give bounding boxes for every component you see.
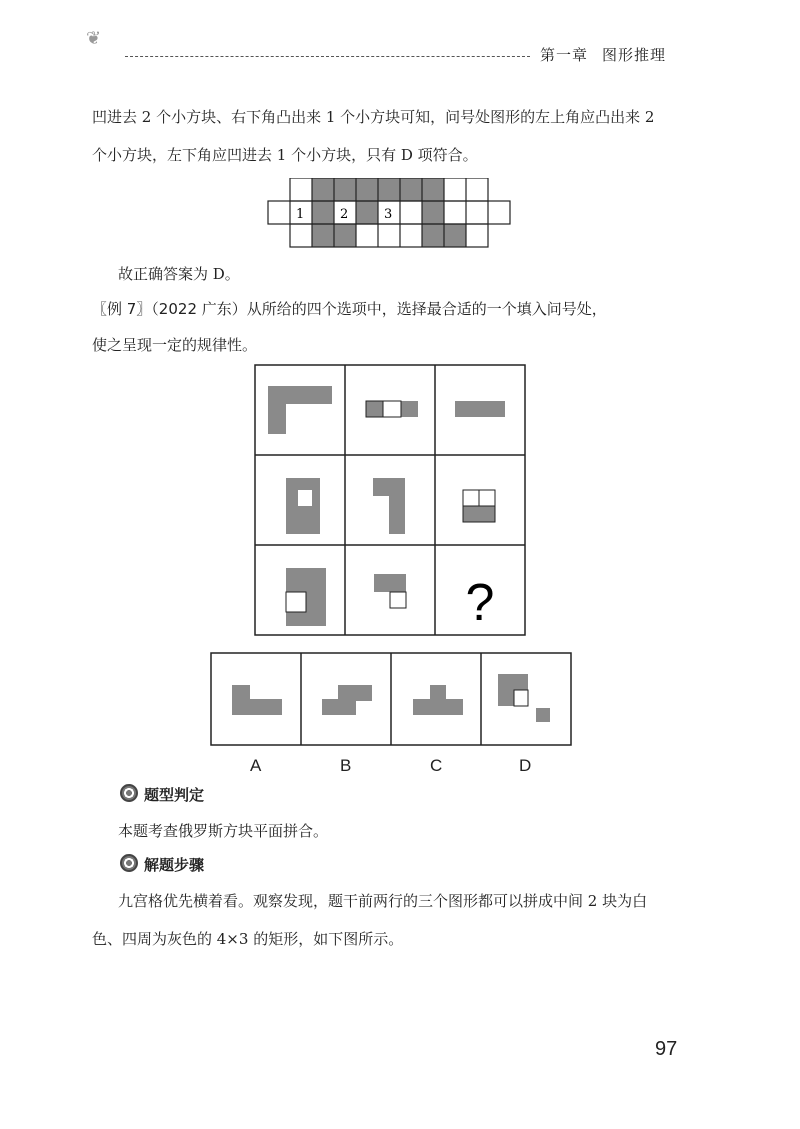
option-label-d: D	[519, 756, 532, 775]
paragraph-line: 凹进去 2 个小方块、右下角凸出来 1 个小方块可知，问号处图形的左上角应凸出来 2	[92, 108, 655, 126]
answer-conclusion: 故正确答案为 D。	[118, 265, 240, 283]
publisher-logo-icon: ❦	[86, 28, 102, 49]
topic-label: 图形推理	[602, 46, 667, 64]
strip-cell-label: 1	[296, 207, 305, 222]
section-bullet-icon	[120, 854, 138, 872]
paragraph-line: 九宫格优先横着看。观察发现，题干前两行的三个图形都可以拼成中间 2 块为白	[118, 892, 648, 910]
chapter-label: 第一章	[540, 46, 589, 64]
example-prompt-line: 〖例 7〗（2022 广东）从所给的四个选项中，选择最合适的一个填入问号处，	[92, 300, 607, 318]
header-rule	[125, 56, 530, 57]
page-number: 97	[655, 1038, 678, 1060]
paragraph-line: 个小方块，左下角应凹进去 1 个小方块，只有 D 项符合。	[92, 146, 478, 164]
running-header	[540, 44, 666, 65]
option-label-b: B	[340, 756, 352, 775]
section-type-text: 本题考查俄罗斯方块平面拼合。	[118, 822, 329, 840]
question-mark: ?	[465, 574, 495, 632]
strip-cell-label: 2	[340, 207, 349, 222]
option-label-a: A	[250, 756, 262, 775]
strip-figure	[260, 178, 520, 250]
puzzle-grid	[254, 364, 526, 636]
section-title: 题型判定	[144, 786, 205, 804]
strip-cell-label: 3	[384, 207, 393, 222]
option-panel	[210, 652, 572, 746]
section-type-heading	[120, 776, 204, 814]
section-title: 解题步骤	[144, 856, 205, 874]
section-bullet-icon	[120, 784, 138, 802]
paragraph-line: 色、四周为灰色的 4×3 的矩形，如下图所示。	[92, 930, 404, 948]
option-label-c: C	[430, 756, 443, 775]
example-prompt-line: 使之呈现一定的规律性。	[92, 336, 258, 354]
section-steps-heading	[120, 846, 204, 884]
